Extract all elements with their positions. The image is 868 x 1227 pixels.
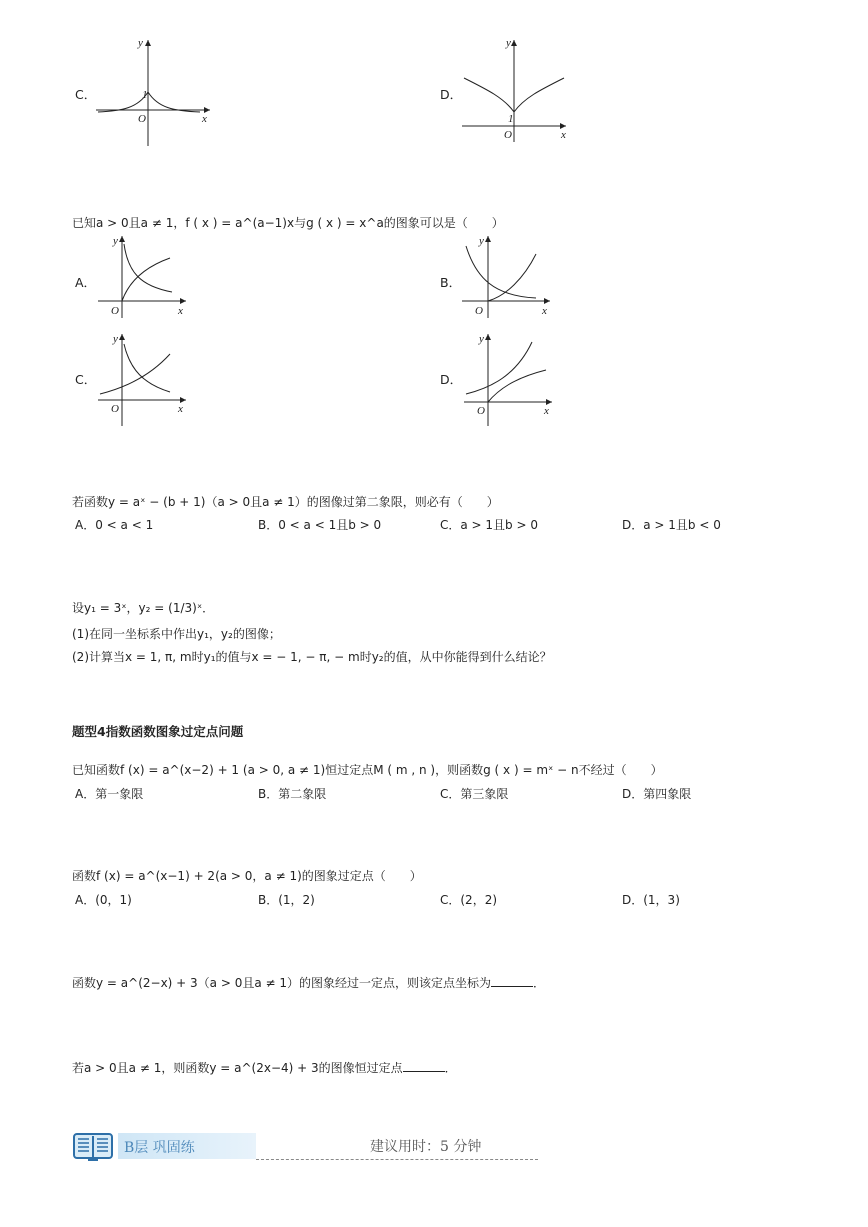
axis-origin-label: O bbox=[477, 405, 485, 417]
q5-option-b: B．(1，2) bbox=[258, 893, 315, 907]
q6-stem: 函数y = a^(2−x) + 3（a > 0且a ≠ 1）的图象经过一定点，则该定点坐标为 bbox=[72, 976, 492, 990]
q7-stem: 若a > 0且a ≠ 1，则函数y = a^(2x−4) + 3的图像恒过定点 bbox=[72, 1061, 403, 1075]
axis-origin-label: O bbox=[111, 403, 119, 415]
axis-y-label: y bbox=[113, 235, 118, 247]
q1-graph-a bbox=[94, 232, 194, 320]
q2-option-c: C．a > 1且b > 0 bbox=[440, 518, 538, 532]
banner-tag-text: B层 巩固练 bbox=[124, 1140, 195, 1156]
axis-x-label: x bbox=[202, 113, 207, 125]
q6-answer-blank[interactable] bbox=[491, 976, 533, 987]
q4-option-d: D．第四象限 bbox=[622, 787, 692, 801]
axis-x-label: x bbox=[544, 405, 549, 417]
q2-option-b: B．0 < a < 1且b > 0 bbox=[258, 518, 382, 532]
axis-y-label: y bbox=[479, 235, 484, 247]
axis-origin-label: O bbox=[475, 305, 483, 317]
axis-one-label: 1 bbox=[508, 113, 514, 125]
axis-origin-label: O bbox=[111, 305, 119, 317]
banner-divider bbox=[256, 1159, 538, 1160]
q1-graph-c bbox=[94, 330, 194, 428]
q1-option-c-label: C． bbox=[75, 372, 97, 387]
q4-option-b: B．第二象限 bbox=[258, 787, 327, 801]
section-banner bbox=[72, 1130, 542, 1164]
axis-origin-label: O bbox=[504, 129, 512, 141]
q7-answer-blank[interactable] bbox=[403, 1061, 445, 1072]
q0-graph-d bbox=[458, 36, 578, 146]
banner-tag bbox=[118, 1133, 256, 1159]
q5-option-c: C．(2，2) bbox=[440, 893, 498, 907]
q5-option-a: A．(0，1) bbox=[75, 893, 132, 907]
q5-option-d: D．(1，3) bbox=[622, 893, 680, 907]
book-icon bbox=[72, 1130, 114, 1162]
q6-end: ． bbox=[533, 976, 546, 990]
q2-stem: 若函数y = aˣ − (b + 1)（a > 0且a ≠ 1）的图像过第二象限，则必有（ ） bbox=[72, 495, 499, 509]
q1-option-a-label: A． bbox=[75, 275, 97, 290]
q1-stem: 已知a > 0且a ≠ 1，f ( x ) = a^(a−1)x与g ( x ) = x^a的图象可以是（ ） bbox=[72, 216, 504, 230]
q2-option-a: A．0 < a < 1 bbox=[75, 518, 154, 532]
q1-option-b-label: B． bbox=[440, 275, 462, 290]
axis-y-label: y bbox=[138, 37, 143, 49]
q7-end: ． bbox=[444, 1061, 457, 1075]
section-title: 题型4指数函数图象过定点问题 bbox=[72, 724, 244, 739]
axis-x-label: x bbox=[542, 305, 547, 317]
q7-line bbox=[72, 1059, 457, 1076]
axis-y-label: y bbox=[113, 333, 118, 345]
q4-stem: 已知函数f (x) = a^(x−2) + 1 (a > 0, a ≠ 1)恒过定点M ( m , n )，则函数g ( x ) = mˣ − n不经过（ ） bbox=[72, 763, 663, 777]
q3-stem: 设y₁ = 3ˣ，y₂ = (1/3)ˣ． bbox=[72, 601, 215, 615]
q4-option-c: C．第三象限 bbox=[440, 787, 509, 801]
q3-part2: (2)计算当x = 1, π, m时y₁的值与x = − 1, − π, − m时y₂的值，从中你能得到什么结论？ bbox=[72, 650, 552, 664]
q1-option-d-label: D． bbox=[440, 372, 463, 387]
q1-graph-b bbox=[458, 232, 558, 320]
axis-one-label: 1 bbox=[142, 89, 148, 101]
axis-x-label: x bbox=[178, 403, 183, 415]
axis-y-label: y bbox=[479, 333, 484, 345]
axis-x-label: x bbox=[561, 129, 566, 141]
q2-option-d: D．a > 1且b < 0 bbox=[622, 518, 721, 532]
q5-stem: 函数f (x) = a^(x−1) + 2(a > 0，a ≠ 1)的图象过定点（ ） bbox=[72, 869, 422, 883]
q4-option-a: A．第一象限 bbox=[75, 787, 144, 801]
q0-graph-c bbox=[92, 36, 222, 151]
q0-option-c-label: C． bbox=[75, 87, 97, 102]
axis-x-label: x bbox=[178, 305, 183, 317]
banner-time: 建议用时：5 分钟 bbox=[370, 1139, 482, 1155]
q6-line bbox=[72, 974, 545, 991]
axis-origin-label: O bbox=[138, 113, 146, 125]
q1-graph-d bbox=[460, 330, 560, 428]
q0-option-d-label: D． bbox=[440, 87, 463, 102]
axis-y-label: y bbox=[506, 37, 511, 49]
q3-part1: (1)在同一坐标系中作出y₁，y₂的图像； bbox=[72, 627, 281, 641]
